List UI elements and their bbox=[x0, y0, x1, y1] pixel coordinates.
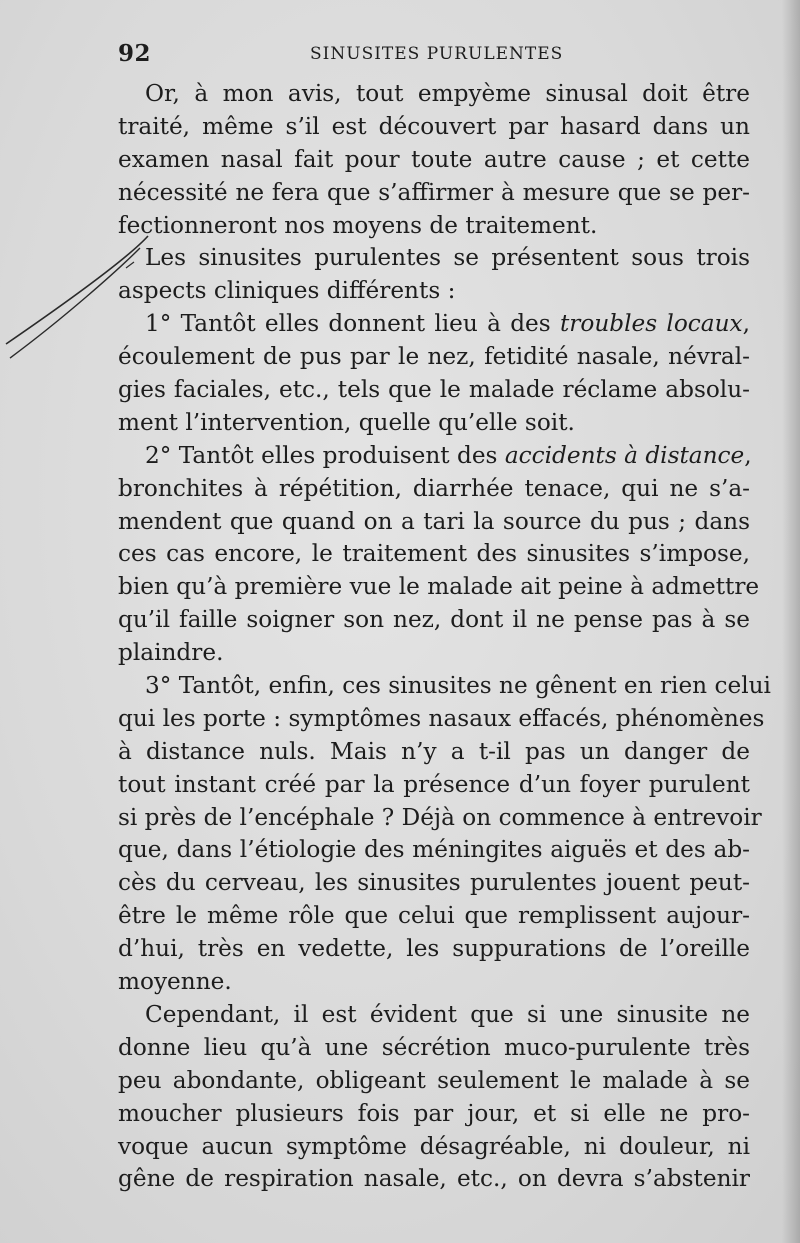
page-edge-shadow bbox=[782, 0, 800, 1243]
text-line: cès du cerveau, les sinusites purulentes jouent peut- bbox=[118, 869, 750, 897]
text-line: plaindre. bbox=[118, 639, 224, 667]
text-line: moyenne. bbox=[118, 968, 232, 996]
text-line: tout instant créé par la présence d’un foyer purulent bbox=[118, 770, 750, 798]
text-line: bronchites à répétition, diarrhée tenace, qui ne s’a- bbox=[118, 474, 750, 502]
text-line: nécessité ne fera que s’affirmer à mesure que se per- bbox=[118, 178, 750, 206]
text-line: à distance nuls. Mais n’y a t-il pas un danger de bbox=[118, 737, 750, 765]
text-line: être le même rôle que celui que remplissent aujour- bbox=[118, 902, 750, 930]
text-line: qu’il faille soigner son nez, dont il ne pense pas à se bbox=[118, 606, 750, 634]
running-head: SINUSITES PURULENTES bbox=[310, 44, 564, 64]
text-line: Cependant, il est évident que si une sinusite ne bbox=[145, 1000, 750, 1028]
text-line: donne lieu qu’à une sécrétion muco-purulente très bbox=[118, 1033, 750, 1061]
page-header bbox=[118, 40, 750, 68]
text-line: qui les porte : symptômes nasaux effacés, phénomènes bbox=[118, 704, 765, 732]
text-line: gêne de respiration nasale, etc., on devra s’abstenir bbox=[118, 1165, 750, 1193]
body-text bbox=[118, 78, 771, 1196]
text-line: écoulement de pus par le nez, fetidité nasale, névral- bbox=[118, 343, 750, 371]
text-line: que, dans l’étiologie des méningites aiguës et des ab- bbox=[118, 836, 750, 864]
page-number: 92 bbox=[118, 40, 152, 67]
text-line: voque aucun symptôme désagréable, ni douleur, ni bbox=[118, 1132, 750, 1160]
text-line: d’hui, très en vedette, les suppurations de l’oreille bbox=[118, 935, 750, 963]
text-line: Les sinusites purulentes se présentent sous trois bbox=[145, 244, 750, 272]
text-line: 2° Tantôt elles produisent des accidents à distance, bbox=[145, 441, 752, 469]
text-line: examen nasal fait pour toute autre cause ; et cette bbox=[118, 145, 750, 173]
text-line: 1° Tantôt elles donnent lieu à des troubles locaux, bbox=[145, 310, 751, 338]
text-line: peu abondante, obligeant seulement le malade à se bbox=[118, 1066, 750, 1094]
text-line: mendent que quand on a tari la source du pus ; dans bbox=[118, 507, 750, 535]
text-line: aspects cliniques différents : bbox=[118, 277, 456, 305]
text-line: bien qu’à première vue le malade ait peine à admettre bbox=[118, 573, 760, 601]
text-line: fectionneront nos moyens de traitement. bbox=[118, 211, 598, 239]
text-line: ment l’intervention, quelle qu’elle soit. bbox=[118, 408, 575, 436]
text-line: ces cas encore, le traitement des sinusites s’impose, bbox=[118, 540, 750, 568]
text-line: si près de l’encéphale ? Déjà on commence à entrevoir bbox=[118, 803, 762, 831]
text-line: Or, à mon avis, tout empyème sinusal doit être bbox=[145, 80, 750, 107]
text-line: traité, même s’il est découvert par hasard dans un bbox=[118, 112, 750, 140]
text-line: 3° Tantôt, enfin, ces sinusites ne gênent en rien celui bbox=[145, 672, 771, 700]
text-line: gies faciales, etc., tels que le malade réclame absolu- bbox=[118, 376, 750, 404]
text-line: moucher plusieurs fois par jour, et si elle ne pro- bbox=[118, 1099, 750, 1127]
